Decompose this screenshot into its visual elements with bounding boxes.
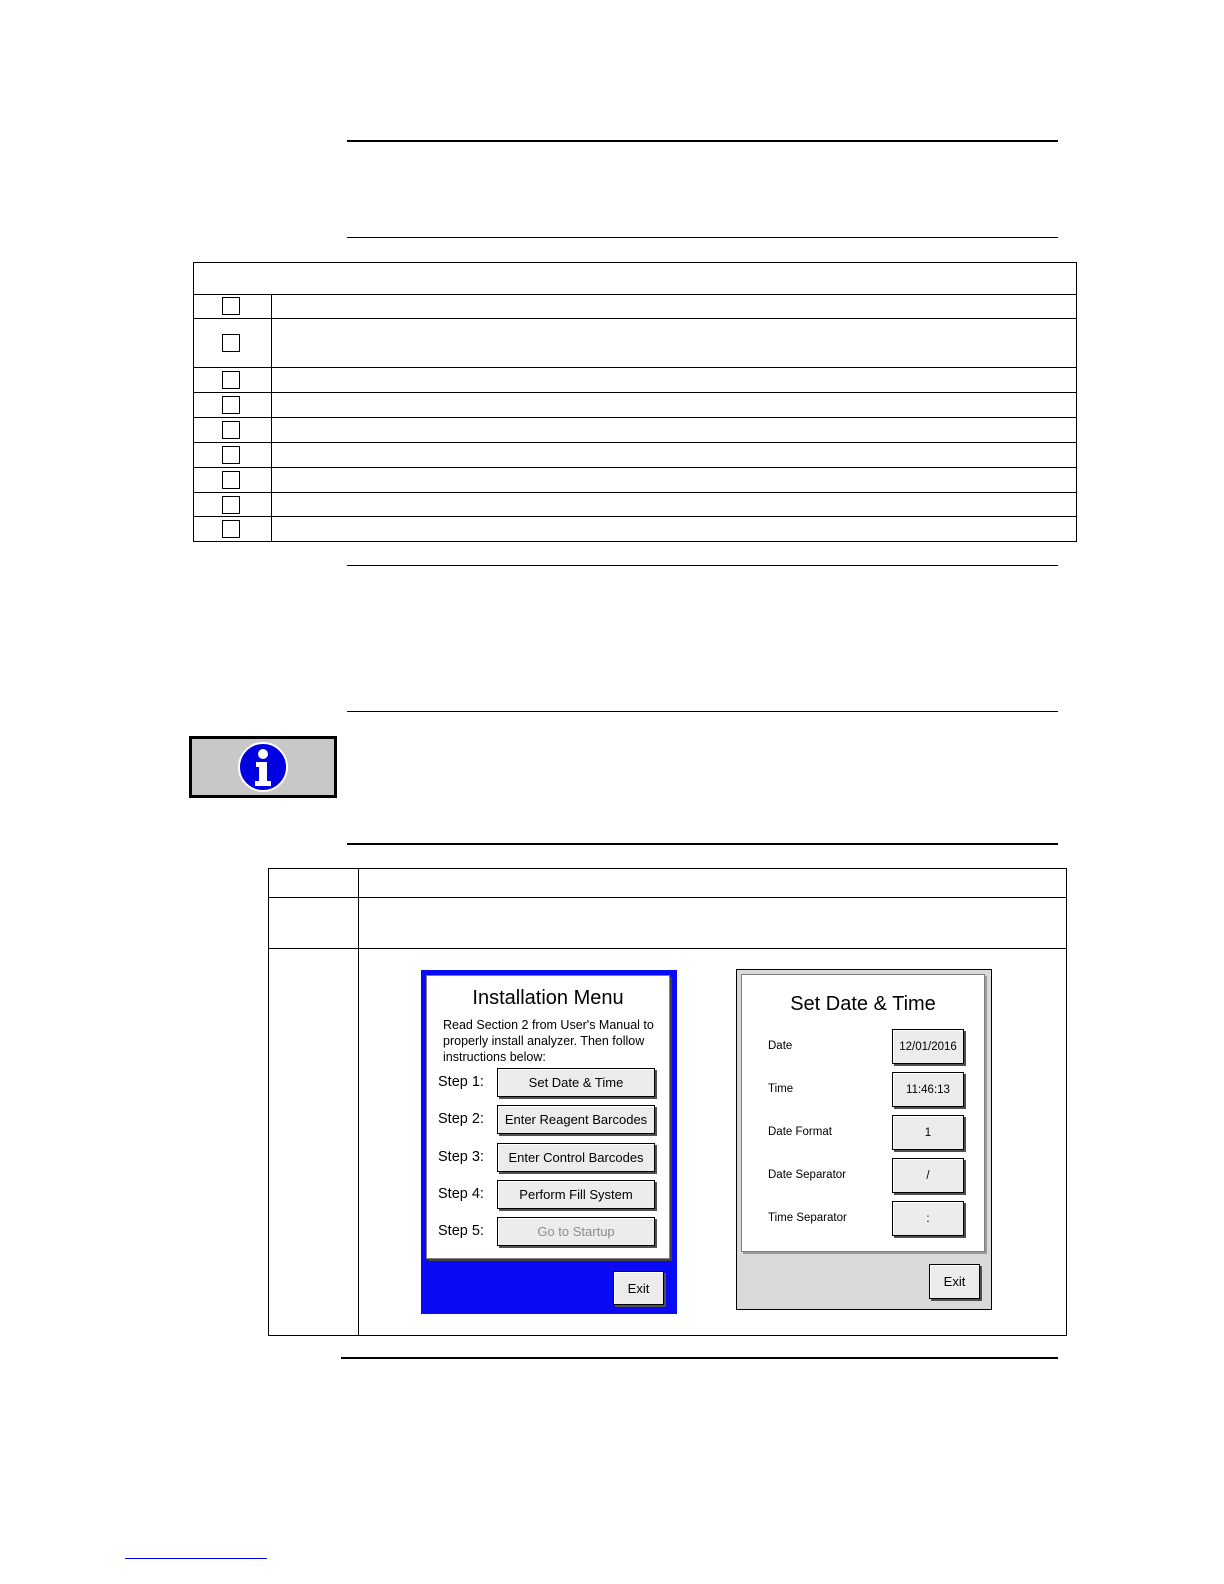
section-rule xyxy=(347,237,1058,238)
section-rule xyxy=(347,565,1058,566)
checkbox[interactable] xyxy=(222,334,240,352)
info-note-box xyxy=(189,736,337,798)
checkbox[interactable] xyxy=(222,471,240,489)
date-separator-label: Date Separator xyxy=(768,1169,846,1181)
bottom-rule xyxy=(341,1357,1058,1359)
step-3-label: Step 3: xyxy=(438,1149,484,1165)
set-date-time-button[interactable]: Set Date & Time xyxy=(497,1068,655,1097)
checkbox[interactable] xyxy=(222,496,240,514)
checkbox[interactable] xyxy=(222,446,240,464)
step-5-label: Step 5: xyxy=(438,1223,484,1239)
checklist-table xyxy=(193,262,1077,542)
installation-menu-title: Installation Menu xyxy=(472,987,624,1009)
time-separator-field[interactable]: : xyxy=(892,1201,964,1236)
perform-fill-system-button[interactable]: Perform Fill System xyxy=(497,1180,655,1209)
checklist-row xyxy=(194,393,1076,418)
date-format-field[interactable]: 1 xyxy=(892,1115,964,1150)
checkbox[interactable] xyxy=(222,297,240,315)
info-icon xyxy=(192,739,334,795)
checklist-row xyxy=(194,418,1076,443)
checklist-row xyxy=(194,368,1076,393)
date-label: Date xyxy=(768,1040,793,1052)
date-time-exit-button[interactable]: Exit xyxy=(929,1264,980,1299)
checklist-header xyxy=(194,263,1076,295)
checkbox[interactable] xyxy=(222,396,240,414)
date-format-label: Date Format xyxy=(768,1126,832,1138)
checkbox[interactable] xyxy=(222,520,240,538)
checklist-row xyxy=(194,319,1076,368)
date-separator-field[interactable]: / xyxy=(892,1158,964,1193)
go-to-startup-button[interactable]: Go to Startup xyxy=(497,1217,655,1246)
section-rule xyxy=(347,711,1058,712)
checklist-row xyxy=(194,294,1076,319)
step-1-label: Step 1: xyxy=(438,1074,484,1090)
step-4-label: Step 4: xyxy=(438,1186,484,1202)
enter-control-barcodes-button[interactable]: Enter Control Barcodes xyxy=(497,1143,655,1172)
set-date-time-title: Set Date & Time xyxy=(790,993,936,1015)
installation-menu-screen xyxy=(421,970,677,1314)
section-rule xyxy=(347,843,1058,845)
installation-exit-button[interactable]: Exit xyxy=(613,1271,664,1305)
checkbox[interactable] xyxy=(222,371,240,389)
step-2-label: Step 2: xyxy=(438,1111,484,1127)
set-date-time-screen xyxy=(736,969,992,1310)
top-rule xyxy=(347,140,1058,142)
time-field[interactable]: 11:46:13 xyxy=(892,1072,964,1107)
installation-menu-panel xyxy=(426,975,670,1259)
checklist-row xyxy=(194,517,1076,542)
set-date-time-panel xyxy=(741,974,985,1252)
date-field[interactable]: 12/01/2016 xyxy=(892,1029,964,1064)
footnote-rule xyxy=(125,1558,267,1559)
checklist-row xyxy=(194,468,1076,493)
time-separator-label: Time Separator xyxy=(768,1212,847,1224)
time-label: Time xyxy=(768,1083,794,1095)
checkbox[interactable] xyxy=(222,421,240,439)
checklist-row xyxy=(194,443,1076,468)
checklist-row xyxy=(194,493,1076,517)
installation-instructions: Read Section 2 from User's Manual to properly install analyzer. Then follow instructions below: xyxy=(443,1018,654,1064)
enter-reagent-barcodes-button[interactable]: Enter Reagent Barcodes xyxy=(497,1105,655,1134)
